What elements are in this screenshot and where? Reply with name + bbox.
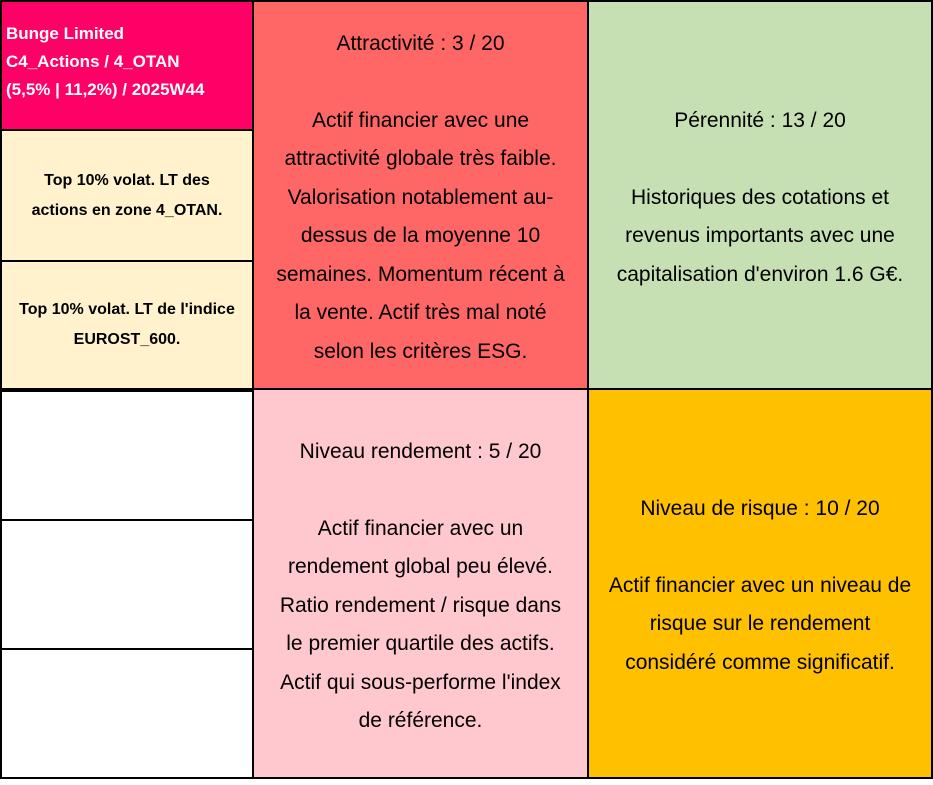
empty-cell [0,390,254,521]
rendement-line: Actif financier avec un [317,516,524,540]
note-line: actions en zone 4_OTAN. [31,201,223,219]
attractivite-line: la vente. Actif très mal noté [294,301,547,324]
rendement-line: rendement global peu élevé. [287,555,554,578]
note-line: Top 10% volat. LT de l'indice [19,301,235,318]
attractivite-heading: Attractivité : 3 / 20 [336,32,505,55]
perennite-panel [587,0,933,390]
perennite-line: capitalisation d'environ 1.6 G€. [616,262,904,286]
rendement-line: Actif qui sous-performe l'index [280,670,561,694]
risque-line: Actif financier avec un niveau de [608,573,912,597]
rendement-line: Ratio rendement / risque dans [279,593,562,617]
risque-line: risque sur le rendement [649,612,871,635]
asset-stats: (5,5% | 11,2%) / 2025W44 [6,80,205,99]
asset-category: C4_Actions / 4_OTAN [6,52,180,71]
volatility-note-zone [0,129,254,262]
attractivite-line: semaines. Momentum récent à [276,262,565,286]
asset-title-block [0,0,254,131]
attractivite-line: Valorisation notablement au- [287,185,554,209]
asset-name: Bunge Limited [6,24,125,43]
attractivite-line: attractivité globale très faible. [284,147,557,170]
risque-panel [587,388,933,779]
note-line: EUROST_600. [73,331,181,348]
risque-heading: Niveau de risque : 10 / 20 [640,497,880,520]
perennite-heading: Pérennité : 13 / 20 [674,109,846,132]
empty-cell [0,648,254,779]
rendement-panel [252,388,589,779]
perennite-line: Historiques des cotations et [631,185,889,209]
attractivite-line: Actif financier avec une [311,108,530,132]
risque-line: considéré comme significatif. [625,650,895,674]
attractivite-panel [252,0,589,390]
attractivite-line: selon les critères ESG. [313,339,528,363]
attractivite-line: dessus de la moyenne 10 [300,224,541,247]
volatility-note-index [0,260,254,390]
rendement-line: de référence. [358,709,483,732]
rendement-heading: Niveau rendement : 5 / 20 [299,440,542,463]
note-line: Top 10% volat. LT des [44,171,210,189]
perennite-line: revenus importants avec une [625,224,895,247]
rendement-line: le premier quartile des actifs. [286,632,555,655]
empty-cell [0,519,254,650]
